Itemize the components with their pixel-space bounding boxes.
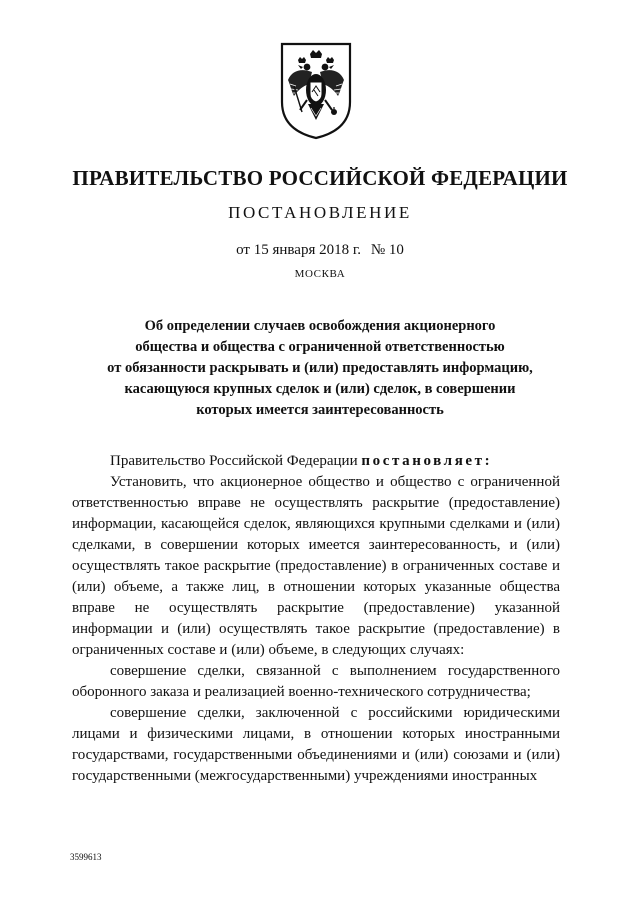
decree-date: от 15 января 2018 г. xyxy=(236,242,362,258)
decree-subject xyxy=(60,316,580,421)
subject-line: касающуюся крупных сделок и (или) сделок, в совершении xyxy=(124,381,516,397)
subject-line: Об определении случаев освобождения акционерного xyxy=(144,318,496,334)
body-paragraph: совершение сделки, заключенной с российскими юридическими лицами и физическими лицами, в отношении которых иностранными государствами, государственными объединениями и (или) союзами и (или) государственными (межгосударственными) учреждениями иностранных xyxy=(72,705,560,784)
decree-body xyxy=(72,451,560,787)
coat-of-arms-emblem xyxy=(276,40,356,140)
city-name: МОСКВА xyxy=(294,268,346,280)
body-paragraph: совершение сделки, связанной с выполнением государственного оборонного заказа и реализацией военно-технического сотрудничества; xyxy=(72,663,560,700)
decree-number: № 10 xyxy=(370,242,404,258)
preamble-text: Правительство Российской Федерации xyxy=(110,453,358,469)
subject-line: общества и общества с ограниченной ответственностью xyxy=(135,339,505,355)
document-code: 3599613 xyxy=(70,852,102,862)
body-paragraph: Установить, что акционерное общество и общество с ограниченной ответственностью вправе не осуществлять раскрытие (предоставление) информации, касающейся сделок, являющихся крупными сделками и (или) сделками, в совершении которых имеется заинтересованность, и (или) осуществлять такое раскрытие (предоставление) в ограниченных составе и (или) объеме, а также лиц, в отношении которых указанные общества вправе не осуществлять раскрытие (предоставление) указанной информации и (или) осуществлять такое раскрытие (предоставление) в ограниченных составе и (или) объеме, в следующих случаях: xyxy=(72,474,560,658)
subject-line: которых имеется заинтересованность xyxy=(196,402,444,418)
russian-coat-of-arms-icon xyxy=(276,40,356,140)
preamble-paragraph xyxy=(72,451,560,472)
document-type: ПОСТАНОВЛЕНИЕ xyxy=(228,203,412,222)
decree-word: постановляет: xyxy=(361,453,493,469)
government-title: ПРАВИТЕЛЬСТВО РОССИЙСКОЙ ФЕДЕРАЦИИ xyxy=(72,166,568,190)
date-number-line xyxy=(0,242,640,259)
subject-line: от обязанности раскрывать и (или) предоставлять информацию, xyxy=(107,360,533,376)
